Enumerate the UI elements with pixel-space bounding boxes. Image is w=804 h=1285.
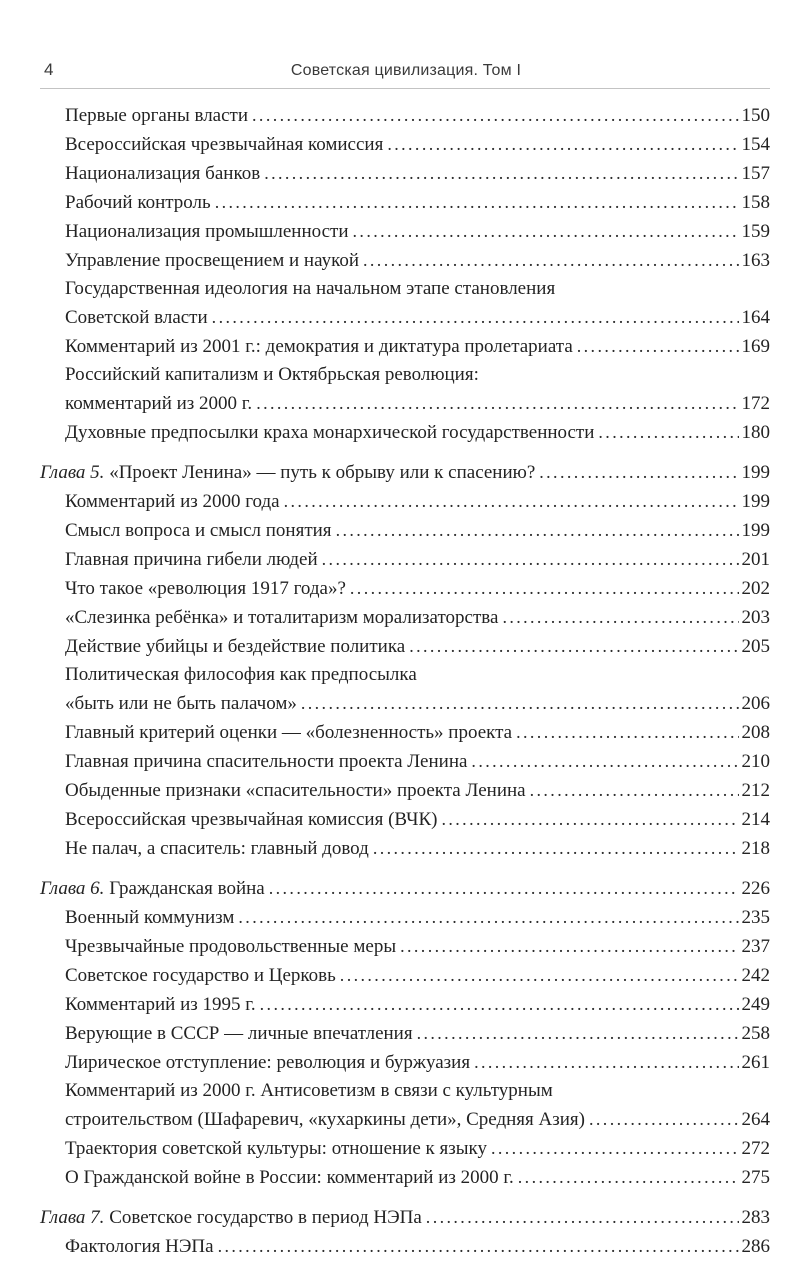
toc-page-number: 226	[741, 878, 770, 899]
toc-entry-line	[40, 776, 770, 805]
toc-leader-dots	[215, 188, 739, 217]
toc-page-number: 210	[741, 751, 770, 772]
toc-page-number: 214	[741, 809, 770, 830]
toc-leader-dots	[238, 903, 738, 932]
toc-entry-text	[65, 777, 526, 805]
toc-entry-text	[65, 1049, 470, 1077]
toc-entry-text	[65, 575, 346, 603]
toc-entry-text	[40, 459, 535, 487]
toc-entry-text	[65, 719, 512, 747]
toc-leader-dots	[474, 1048, 738, 1077]
toc-leader-dots	[471, 747, 738, 776]
toc-entry-text	[65, 361, 479, 389]
toc-entry-line	[40, 574, 770, 603]
toc-entry-text	[65, 1020, 413, 1048]
toc-leader-dots	[301, 689, 739, 718]
toc-leader-dots	[441, 805, 738, 834]
toc-entry-line-text: Действие убийцы и бездействие политика	[65, 636, 406, 657]
toc-entry-text	[65, 1106, 585, 1134]
toc-entry-text	[65, 488, 280, 516]
toc-entry-text	[65, 835, 369, 863]
toc-page-number: 199	[741, 520, 770, 541]
toc-entry-line-text: Рабочий контроль	[65, 192, 211, 213]
toc-entry-line	[40, 275, 770, 303]
toc-entry-line-text: Управление просвещением и наукой	[65, 250, 359, 271]
toc-leader-dots	[516, 718, 738, 747]
toc-page-number: 208	[741, 722, 770, 743]
toc-page-number: 283	[741, 1207, 770, 1228]
running-head	[40, 60, 770, 88]
toc-page-number: 159	[741, 221, 770, 242]
toc-list	[40, 101, 770, 1261]
toc-entry-line-text: Комментарий из 2000 г. Антисоветизм в связи с культурным	[65, 1080, 553, 1101]
toc-entry-line-text: Комментарий из 2000 года	[65, 491, 280, 512]
toc-entry-line	[40, 130, 770, 159]
toc-page-number: 203	[741, 607, 770, 628]
toc-entry-line-text: Национализация промышленности	[65, 221, 349, 242]
toc-entry-line	[40, 418, 770, 447]
toc-entry-text	[65, 604, 498, 632]
toc-entry-text	[65, 1077, 553, 1105]
toc-leader-dots	[387, 130, 738, 159]
toc-leader-dots	[284, 487, 739, 516]
toc-entry-line	[40, 487, 770, 516]
toc-entry-line-text: Главный критерий оценки — «болезненность» проекта	[65, 722, 513, 743]
toc-entry-line-text: комментарий из 2000 г.	[65, 393, 253, 414]
toc-leader-dots	[363, 246, 739, 275]
toc-leader-dots	[269, 874, 739, 903]
toc-entry-line-text: Не палач, а спаситель: главный довод	[65, 838, 369, 859]
toc-entry-line	[40, 159, 770, 188]
toc-page-number: 242	[741, 965, 770, 986]
toc-leader-dots	[530, 776, 739, 805]
toc-entry-text	[65, 419, 594, 447]
toc-entry-line	[40, 747, 770, 776]
toc-entry-line	[40, 389, 770, 418]
toc-entry-line-text: Обыденные признаки «спасительности» проекта Ленина	[65, 780, 526, 801]
toc-page-number: 180	[741, 422, 770, 443]
toc-leader-dots	[373, 834, 739, 863]
toc-entry-line	[40, 603, 770, 632]
toc-entry-text	[65, 962, 336, 990]
toc-leader-dots	[426, 1203, 739, 1232]
toc-entry-line	[40, 1019, 770, 1048]
toc-leader-dots	[264, 159, 738, 188]
toc-entry-text	[65, 247, 359, 275]
toc-entry-line	[40, 246, 770, 275]
toc-page-number: 201	[741, 549, 770, 570]
toc-leader-dots	[577, 332, 739, 361]
toc-entry-text	[65, 748, 467, 776]
toc-entry-line	[40, 217, 770, 246]
toc-entry-line-text: «быть или не быть палачом»	[65, 693, 297, 714]
toc-page-number: 164	[741, 307, 770, 328]
toc-entry-line-text: Духовные предпосылки краха монархической государственности	[65, 422, 595, 443]
toc-leader-dots	[256, 389, 738, 418]
toc-entry-text	[40, 1204, 422, 1232]
toc-entry-line-text: Советское государство и Церковь	[65, 965, 336, 986]
toc-entry-line-text: Политическая философия как предпосылка	[65, 664, 417, 685]
toc-entry-line	[40, 805, 770, 834]
toc-entry-line-text: Государственная идеология на начальном этапе становления	[65, 278, 556, 299]
toc-entry-line	[40, 1134, 770, 1163]
toc-entry-text	[65, 991, 256, 1019]
toc-page-number: 286	[741, 1236, 770, 1257]
toc-entry-line-text: Комментарий из 2001 г.: демократия и диктатура пролетариата	[65, 336, 573, 357]
toc-page-number: 169	[741, 336, 770, 357]
header-rule	[40, 88, 770, 89]
toc-page-number: 249	[741, 994, 770, 1015]
toc-leader-dots	[353, 217, 739, 246]
toc-entry-text	[65, 333, 573, 361]
toc-entry-line-text: Гражданская война	[109, 878, 265, 899]
toc-entry-text	[40, 875, 265, 903]
toc-leader-dots	[400, 932, 738, 961]
toc-page-number: 275	[741, 1167, 770, 1188]
toc-entry-line	[40, 516, 770, 545]
toc-entry-line-text: О Гражданской войне в России: комментарий из 2000 г.	[65, 1167, 514, 1188]
toc-entry-line	[40, 1203, 770, 1232]
toc-leader-dots	[589, 1105, 739, 1134]
toc-entry-line	[40, 361, 770, 389]
toc-entry-line	[40, 718, 770, 747]
toc-entry-text	[65, 904, 234, 932]
toc-entry-line	[40, 632, 770, 661]
toc-entry-text	[65, 1164, 514, 1192]
toc-leader-dots	[409, 632, 738, 661]
toc-entry-line-text: Главная причина спасительности проекта Ленина	[65, 751, 468, 772]
toc-leader-dots	[260, 990, 739, 1019]
toc-entry-line-text: Первые органы власти	[65, 105, 249, 126]
toc-entry-line	[40, 961, 770, 990]
toc-leader-dots	[218, 1232, 739, 1261]
toc-entry-text	[65, 933, 396, 961]
toc-entry-text	[65, 218, 349, 246]
toc-leader-dots	[491, 1134, 739, 1163]
toc-entry-line-text: Что такое «революция 1917 года»?	[65, 578, 346, 599]
toc-page-number: 172	[741, 393, 770, 414]
page-number: 4	[44, 60, 54, 79]
toc-page-number: 237	[741, 936, 770, 957]
toc-entry-line-text: Советское государство в период НЭПа	[109, 1207, 422, 1228]
toc-entry-line-text: Смысл вопроса и смысл понятия	[65, 520, 332, 541]
toc-entry-line-text: Военный коммунизм	[65, 907, 235, 928]
toc-entry-line-text: Верующие в СССР — личные впечатления	[65, 1023, 413, 1044]
toc-leader-dots	[340, 961, 739, 990]
toc-page-number: 205	[741, 636, 770, 657]
toc-entry-line	[40, 1163, 770, 1192]
toc-entry-line	[40, 661, 770, 689]
toc-leader-dots	[417, 1019, 739, 1048]
chapter-prefix: Глава 5.	[40, 462, 110, 483]
toc-entry-line	[40, 1232, 770, 1261]
toc-page-number: 163	[741, 250, 770, 271]
toc-entry-line	[40, 1105, 770, 1134]
toc-entry-line	[40, 303, 770, 332]
toc-page-number: 264	[741, 1109, 770, 1130]
toc-page-number: 272	[741, 1138, 770, 1159]
toc-entry-text	[65, 304, 208, 332]
toc-entry-line	[40, 1048, 770, 1077]
toc-entry-line-text: Чрезвычайные продовольственные меры	[65, 936, 397, 957]
toc-entry-line-text: строительством (Шафаревич, «кухаркины дети», Средняя Азия)	[65, 1109, 585, 1130]
toc-entry-line-text: Комментарий из 1995 г.	[65, 994, 256, 1015]
toc-page-number: 218	[741, 838, 770, 859]
toc-entry-line	[40, 545, 770, 574]
toc-entry-text	[65, 160, 260, 188]
toc-leader-dots	[336, 516, 739, 545]
toc-entry-line-text: Лирическое отступление: революция и буржуазия	[65, 1052, 471, 1073]
toc-leader-dots	[322, 545, 739, 574]
toc-page-number: 150	[741, 105, 770, 126]
toc-entry-line	[40, 874, 770, 903]
toc-entry-line	[40, 990, 770, 1019]
toc-page-number: 212	[741, 780, 770, 801]
toc-page-number: 157	[741, 163, 770, 184]
toc-page-number: 154	[741, 134, 770, 155]
toc-entry-text	[65, 189, 211, 217]
toc-entry-text	[65, 546, 318, 574]
toc-entry-line	[40, 188, 770, 217]
toc-page-number: 235	[741, 907, 770, 928]
toc-entry-line-text: Всероссийская чрезвычайная комиссия (ВЧК)	[65, 809, 438, 830]
toc-entry-text	[65, 275, 555, 303]
toc-entry-line-text: Российский капитализм и Октябрьская революция:	[65, 364, 479, 385]
toc-entry-line	[40, 932, 770, 961]
toc-entry-text	[65, 1233, 214, 1261]
toc-entry-line-text: Траектория советской культуры: отношение к языку	[65, 1138, 487, 1159]
toc-entry-text	[65, 661, 417, 689]
toc-entry-line	[40, 332, 770, 361]
chapter-prefix: Глава 6.	[40, 878, 110, 899]
toc-leader-dots	[598, 418, 738, 447]
toc-entry-text	[65, 390, 252, 418]
chapter-prefix: Глава 7.	[40, 1207, 110, 1228]
toc-entry-line-text: Советской власти	[65, 307, 208, 328]
toc-entry-line	[40, 1077, 770, 1105]
toc-entry-line-text: «Проект Ленина» — путь к обрыву или к спасению?	[109, 462, 536, 483]
toc-entry-line	[40, 689, 770, 718]
toc-entry-line-text: Главная причина гибели людей	[65, 549, 318, 570]
toc-entry-text	[65, 690, 297, 718]
toc-entry-text	[65, 102, 248, 130]
toc-entry-line-text: «Слезинка ребёнка» и тоталитаризм морализаторства	[65, 607, 499, 628]
toc-entry-line-text: Национализация банков	[65, 163, 261, 184]
toc-page-number: 206	[741, 693, 770, 714]
toc-entry-line	[40, 458, 770, 487]
toc-leader-dots	[502, 603, 738, 632]
toc-entry-text	[65, 633, 405, 661]
toc-entry-text	[65, 517, 332, 545]
toc-entry-text	[65, 1135, 487, 1163]
toc-entry-line	[40, 903, 770, 932]
toc-page-number: 258	[741, 1023, 770, 1044]
toc-entry-line	[40, 101, 770, 130]
toc-entry-text	[65, 131, 383, 159]
toc-leader-dots	[212, 303, 739, 332]
toc-leader-dots	[539, 458, 738, 487]
toc-page-number: 199	[741, 462, 770, 483]
toc-leader-dots	[350, 574, 739, 603]
toc-page-number: 261	[741, 1052, 770, 1073]
running-title: Советская цивилизация. Том I	[290, 62, 522, 79]
toc-entry-text	[65, 806, 437, 834]
toc-entry-line-text: Всероссийская чрезвычайная комиссия	[65, 134, 384, 155]
toc-entry-line-text: Фактология НЭПа	[65, 1236, 214, 1257]
toc-page-number: 202	[741, 578, 770, 599]
toc-page-number: 199	[741, 491, 770, 512]
toc-leader-dots	[252, 101, 738, 130]
toc-entry-line	[40, 834, 770, 863]
toc-leader-dots	[518, 1163, 739, 1192]
toc-page-number: 158	[741, 192, 770, 213]
